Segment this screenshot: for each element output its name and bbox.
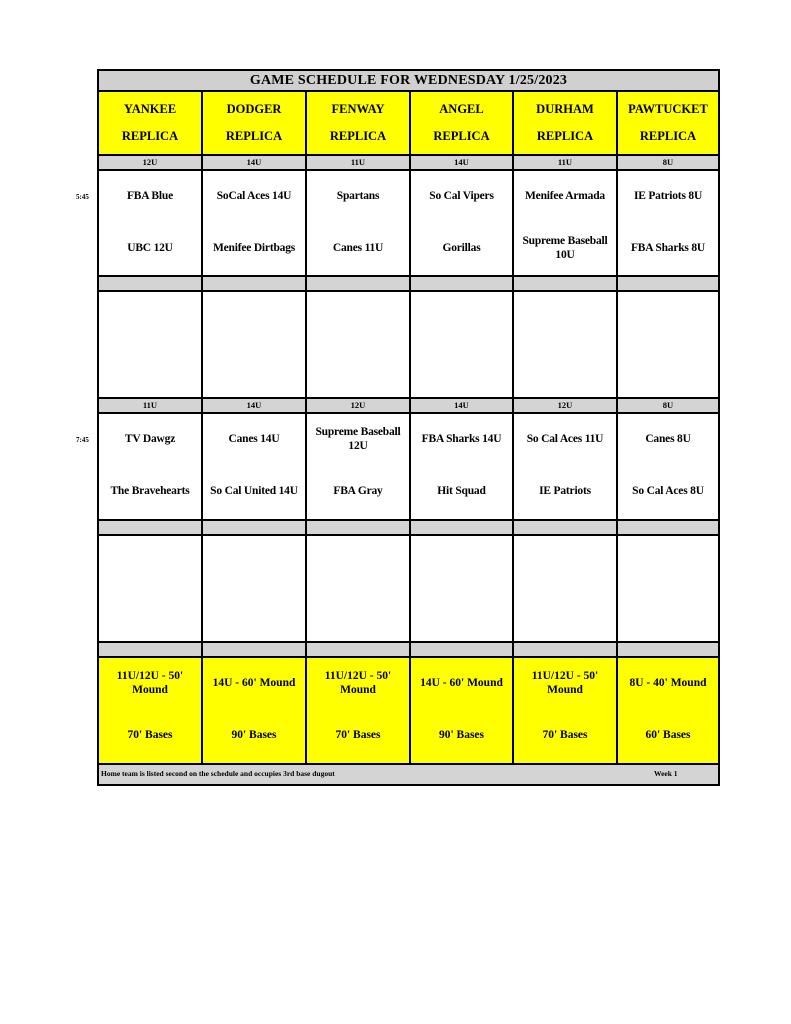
spacer-cell <box>203 277 307 290</box>
spacer-cell <box>307 643 411 656</box>
spacer-cell <box>618 521 718 534</box>
age-label: 11U <box>307 156 411 169</box>
schedule-title: GAME SCHEDULE FOR WEDNESDAY 1/25/2023 <box>99 71 718 92</box>
field-name: ANGEL <box>439 102 484 116</box>
spacer-row <box>99 643 718 658</box>
empty-cell <box>618 292 718 397</box>
spacer-cell <box>99 521 203 534</box>
empty-row <box>99 536 718 643</box>
game-cell <box>618 414 718 519</box>
home-team: FBA Gray <box>333 485 383 497</box>
field-header <box>203 92 307 154</box>
game-cell <box>307 414 411 519</box>
away-team: IE Patriots 8U <box>633 190 703 202</box>
rules-cell <box>203 658 307 763</box>
game-cell <box>99 414 203 519</box>
rules-cell <box>99 658 203 763</box>
base-distance: 60' Bases <box>645 729 691 741</box>
home-team: So Cal United 14U <box>210 485 298 497</box>
field-header <box>99 92 203 154</box>
away-team: So Cal Vipers <box>429 190 494 202</box>
rules-cell <box>514 658 618 763</box>
mound-distance: 14U - 60' Mound <box>212 677 296 689</box>
field-name: DURHAM <box>536 102 594 116</box>
spacer-cell <box>203 521 307 534</box>
field-sub: REPLICA <box>225 129 283 143</box>
home-team-note: Home team is listed second on the schedule and occupies 3rd base dugout <box>101 769 335 778</box>
empty-cell <box>411 536 514 641</box>
away-team: FBA Blue <box>126 190 173 202</box>
field-sub: REPLICA <box>536 129 594 143</box>
game-cell <box>618 171 718 275</box>
field-sub: REPLICA <box>329 129 387 143</box>
away-team: Menifee Armada <box>525 190 605 202</box>
home-team: IE Patriots <box>539 485 591 497</box>
empty-cell <box>618 536 718 641</box>
empty-cell <box>307 292 411 397</box>
game-cell <box>203 414 307 519</box>
game-cell <box>307 171 411 275</box>
age-row <box>99 156 718 171</box>
field-header <box>411 92 514 154</box>
home-team: Gorillas <box>442 242 481 254</box>
rules-cell <box>307 658 411 763</box>
spacer-cell <box>203 643 307 656</box>
base-distance: 90' Bases <box>231 729 277 741</box>
game-cell <box>514 171 618 275</box>
field-header <box>618 92 718 154</box>
base-distance: 70' Bases <box>335 729 381 741</box>
mound-distance: 14U - 60' Mound <box>420 677 503 689</box>
spacer-cell <box>307 277 411 290</box>
age-label: 14U <box>411 156 514 169</box>
rules-cell <box>411 658 514 763</box>
spacer-cell <box>514 521 618 534</box>
slot-1-time: 5:45 <box>76 193 89 201</box>
game-cell <box>411 171 514 275</box>
home-team: FBA Sharks 8U <box>630 242 706 254</box>
spacer-cell <box>411 643 514 656</box>
home-team: Hit Squad <box>437 485 486 497</box>
schedule-table <box>97 69 720 786</box>
game-cell <box>411 414 514 519</box>
game-cell <box>514 414 618 519</box>
field-header <box>514 92 618 154</box>
age-label: 14U <box>203 399 307 412</box>
spacer-cell <box>514 643 618 656</box>
spacer-cell <box>618 643 718 656</box>
mound-distance: 11U/12U - 50' Mound <box>116 670 184 696</box>
age-label: 8U <box>662 400 674 410</box>
home-team: So Cal Aces 8U <box>632 485 704 497</box>
spacer-row <box>99 277 718 292</box>
note-row <box>99 765 718 784</box>
home-team: Supreme Baseball 10U <box>522 235 608 261</box>
age-label: 14U <box>203 156 307 169</box>
empty-row <box>99 292 718 399</box>
game-cell <box>203 171 307 275</box>
age-row <box>99 399 718 414</box>
base-distance: 70' Bases <box>127 729 173 741</box>
spacer-row <box>99 521 718 536</box>
field-name: FENWAY <box>331 102 385 116</box>
field-name: DODGER <box>226 102 282 116</box>
home-team: Canes 11U <box>332 242 384 254</box>
empty-cell <box>203 536 307 641</box>
spacer-cell <box>99 277 203 290</box>
game-row <box>99 414 718 521</box>
empty-cell <box>514 536 618 641</box>
age-label: 12U <box>99 156 203 169</box>
game-row <box>99 171 718 277</box>
spacer-cell <box>411 521 514 534</box>
away-team: TV Dawgz <box>124 433 176 445</box>
week-label: Week 1 <box>654 769 678 778</box>
field-sub: REPLICA <box>639 129 697 143</box>
base-distance: 70' Bases <box>542 729 588 741</box>
empty-cell <box>99 292 203 397</box>
mound-distance: 8U - 40' Mound <box>629 677 707 689</box>
away-team: SoCal Aces 14U <box>216 190 292 202</box>
field-sub: REPLICA <box>433 129 490 143</box>
field-header-row <box>99 92 718 156</box>
field-sub: REPLICA <box>121 129 179 143</box>
spacer-cell <box>514 277 618 290</box>
spacer-cell <box>99 643 203 656</box>
home-team: UBC 12U <box>127 242 173 254</box>
spacer-cell <box>618 277 718 290</box>
spacer-cell <box>411 277 514 290</box>
spacer-cell <box>307 521 411 534</box>
field-name: YANKEE <box>123 102 177 116</box>
rules-cell <box>618 658 718 763</box>
empty-cell <box>203 292 307 397</box>
empty-cell <box>307 536 411 641</box>
away-team: FBA Sharks 14U <box>421 433 502 445</box>
away-team: Canes 8U <box>645 433 691 445</box>
age-label: 11U <box>514 156 618 169</box>
away-team: Canes 14U <box>228 433 280 445</box>
home-team: The Bravehearts <box>110 485 190 497</box>
rules-row <box>99 658 718 765</box>
away-team: Supreme Baseball 12U <box>315 426 401 452</box>
age-label: 8U <box>662 157 674 167</box>
field-header <box>307 92 411 154</box>
mound-distance: 11U/12U - 50' Mound <box>531 670 599 696</box>
base-distance: 90' Bases <box>438 729 485 741</box>
age-label: 14U <box>411 399 514 412</box>
field-name: PAWTUCKET <box>628 102 708 116</box>
game-cell <box>99 171 203 275</box>
slot-2-time: 7:45 <box>76 436 89 444</box>
age-label: 12U <box>307 399 411 412</box>
empty-cell <box>514 292 618 397</box>
away-team: So Cal Aces 11U <box>526 433 604 445</box>
away-team: Spartans <box>336 190 380 202</box>
empty-cell <box>411 292 514 397</box>
age-label: 11U <box>99 399 203 412</box>
age-label: 12U <box>514 399 618 412</box>
home-team: Menifee Dirtbags <box>212 242 296 254</box>
mound-distance: 11U/12U - 50' Mound <box>324 670 392 696</box>
empty-cell <box>99 536 203 641</box>
